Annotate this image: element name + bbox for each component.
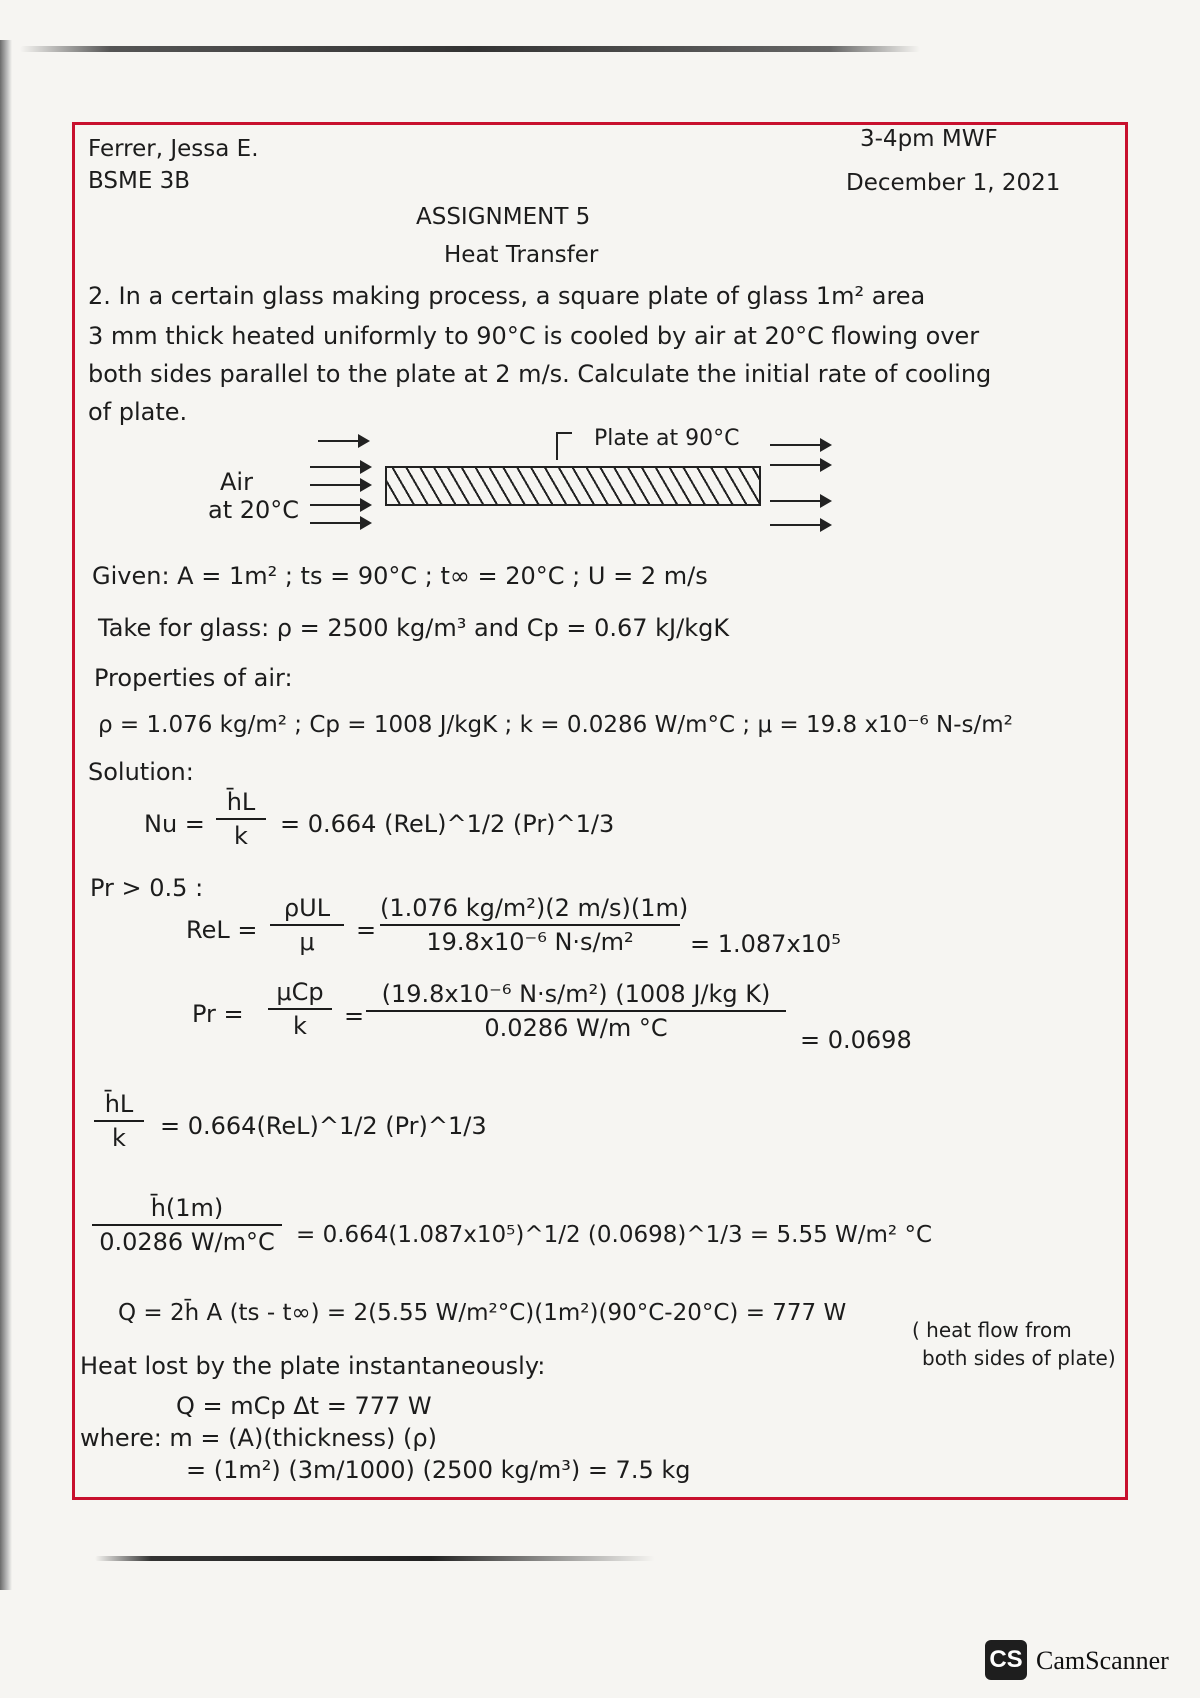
given-line-1: Given: A = 1m² ; ts = 90°C ; t∞ = 20°C ; U = 2 m/s [92,562,708,590]
problem-line-4: of plate. [88,398,188,426]
fraction-numerator: (1.076 kg/m²)(2 m/s)(1m) [380,894,689,922]
fraction-denominator: 0.0286 W/m °C [484,1014,668,1042]
fraction-numerator: h̄L [104,1090,134,1118]
reynolds-substitution [380,894,689,956]
hl-rhs: = 0.664(ReL)^1/2 (Pr)^1/3 [160,1112,487,1140]
top-rule [20,46,920,52]
fraction-denominator: 19.8x10⁻⁶ N·s/m² [426,928,634,956]
heat-flow-note: both sides of plate) [922,1346,1116,1370]
flow-arrow [310,466,370,468]
flow-arrow [310,504,370,506]
flow-arrow [770,464,830,466]
flow-arrow [310,484,370,486]
air-label-temp: at 20°C [208,496,300,524]
problem-line-2: 3 mm thick heated uniformly to 90°C is cooled by air at 20°C flowing over [88,322,980,350]
assignment-title: ASSIGNMENT 5 [416,204,591,230]
reynolds-lhs: ReL = [186,916,258,944]
camscanner-watermark: CamScanner [1036,1646,1169,1675]
student-section: BSME 3B [88,168,191,194]
solution-label: Solution: [88,758,194,786]
glass-plate [385,466,761,506]
fraction-denominator: μ [299,928,315,956]
prandtl-lhs: Pr = [192,1000,244,1028]
mass-definition: where: m = (A)(thickness) (ρ) [80,1424,437,1452]
fraction-numerator: h̄L [226,788,256,816]
bottom-rule [95,1556,655,1561]
flow-arrow [770,524,830,526]
fraction-numerator: μCp [276,978,324,1006]
fraction-denominator: k [234,822,248,850]
plate-pointer [556,432,558,460]
fraction-denominator: k [112,1124,126,1152]
camscanner-logo: CS [985,1640,1027,1680]
h-fraction [92,1194,282,1256]
prandtl-substitution [366,980,786,1042]
fraction-numerator: h̄(1m) [150,1194,224,1222]
given-line-2: Take for glass: ρ = 2500 kg/m³ and Cp = 0.67 kJ/kgK [98,614,730,642]
air-label: Air [220,468,253,496]
problem-line-3: both sides parallel to the plate at 2 m/s. Calculate the initial rate of cooling [88,360,992,388]
heat-lost-text: Heat lost by the plate instantaneously: [80,1352,546,1380]
date: December 1, 2021 [846,170,1061,196]
given-line-4: ρ = 1.076 kg/m² ; Cp = 1008 J/kgK ; k = 0.0286 W/m°C ; μ = 19.8 x10⁻⁶ N-s/m² [98,712,1013,738]
heat-flow-equation: Q = 2h̄ A (ts - t∞) = 2(5.55 W/m²°C)(1m²)(90°C-20°C) = 777 W [118,1300,847,1326]
flow-arrow [310,522,370,524]
prandtl-result: = 0.0698 [800,1026,912,1054]
heat-lost-equation: Q = mCp Δt = 777 W [176,1392,432,1420]
plate-pointer [556,432,572,434]
prandtl-fraction [268,978,332,1040]
nusselt-fraction [216,788,266,850]
student-name: Ferrer, Jessa E. [88,136,259,162]
heat-flow-note: ( heat flow from [912,1318,1072,1342]
flow-arrow [318,440,368,442]
h-rhs: = 0.664(1.087x10⁵)^1/2 (0.0698)^1/3 = 5.55 W/m² °C [296,1222,933,1248]
scan-edge [0,40,12,1590]
reynolds-result: = 1.087x10⁵ [690,930,841,958]
problem-line-1: 2. In a certain glass making process, a square plate of glass 1m² area [88,282,926,310]
subject-title: Heat Transfer [444,242,599,268]
reynolds-fraction [270,894,344,956]
given-line-3: Properties of air: [94,664,293,692]
flow-arrow [770,500,830,502]
plate-label: Plate at 90°C [594,426,740,451]
equals-sign: = [356,916,377,944]
fraction-numerator: (19.8x10⁻⁶ N·s/m²) (1008 J/kg K) [381,980,771,1008]
hl-fraction [94,1090,144,1152]
flow-arrow [770,444,830,446]
fraction-numerator: ρUL [283,894,331,922]
prandtl-condition: Pr > 0.5 : [90,874,204,902]
nusselt-lhs: Nu = [144,810,205,838]
class-schedule: 3-4pm MWF [860,126,998,152]
equals-sign: = [344,1002,365,1030]
fraction-denominator: k [293,1012,307,1040]
mass-calculation: = (1m²) (3m/1000) (2500 kg/m³) = 7.5 kg [186,1456,691,1484]
nusselt-rhs: = 0.664 (ReL)^1/2 (Pr)^1/3 [280,810,615,838]
fraction-denominator: 0.0286 W/m°C [99,1228,275,1256]
